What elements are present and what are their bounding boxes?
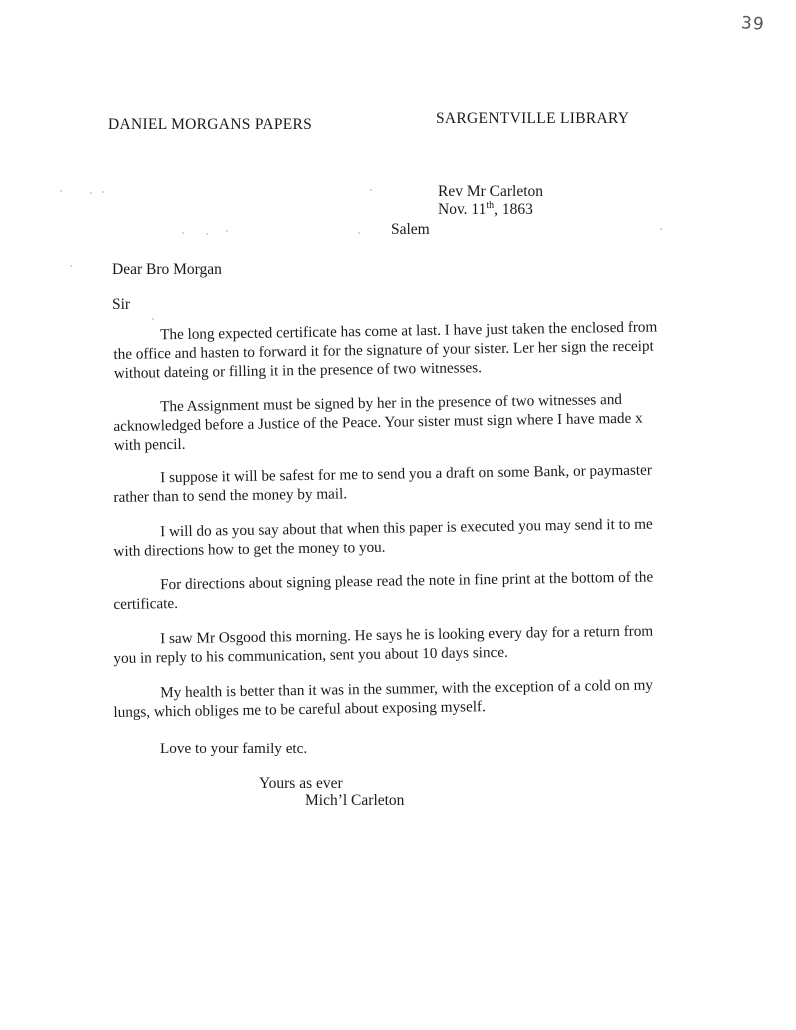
letter-paragraph-1: The long expected certificate has come at last. I have just taken the enclosed from the office and hasten to forward it for the signature of your sister. Ler her sign the receipt without dateing or filling it in the presence of two witnesses. [113,318,658,382]
sender-name: Rev Mr Carleton [438,183,544,200]
letter-paragraph-6: I saw Mr Osgood this morning. He says he is looking every day for a return from you in reply to his communication, sent you about 10 days since. [113,622,654,667]
salutation-sir: Sir [112,296,131,313]
scan-speck [660,228,662,230]
scan-speck [226,230,228,232]
closing: Yours as ever [259,775,343,792]
letter-paragraph-3: I suppose it will be safest for me to send you a draft on some Bank, or paymaster rather than to send the money by mail. [113,461,653,506]
letter-paragraph-4: I will do as you say about that when this paper is executed you may send it to me with directions how to get the money to you. [113,515,653,560]
letter-paragraph-2: The Assignment must be signed by her in the presence of two witnesses and acknowledged before a Justice of the Peace. Your sister must sign where I have made x with pencil. [113,391,643,454]
scan-speck [370,189,372,191]
scan-speck [70,265,72,267]
letter-date-day: Nov. 11 [438,201,487,218]
scan-speck [182,232,184,234]
signature: Mich’l Carleton [305,792,405,809]
page-number: 39 [740,13,766,35]
header-library-name: SARGENTVILLE LIBRARY [436,110,630,127]
header-collection-title: DANIEL MORGANS PAPERS [108,116,313,133]
scan-speck [358,232,360,234]
letter-date-ordinal: th [486,200,495,211]
scan-speck [152,318,154,320]
letter-date [438,201,533,219]
letter-paragraph-5: For directions about signing please read the note in fine print at the bottom of the certificate. [113,568,654,613]
salutation: Dear Bro Morgan [112,261,222,278]
scan-speck [102,191,104,193]
scan-speck [90,192,92,194]
scan-speck [60,190,62,192]
scan-speck [206,233,208,235]
letter-paragraph-7: My health is better than it was in the summer, with the exception of a cold on my lungs, which obliges me to be careful about exposing myself. [113,676,654,721]
letter-paragraph-8: Love to your family etc. [160,740,308,757]
letter-date-year: , 1863 [494,201,533,218]
sender-place: Salem [391,221,430,238]
